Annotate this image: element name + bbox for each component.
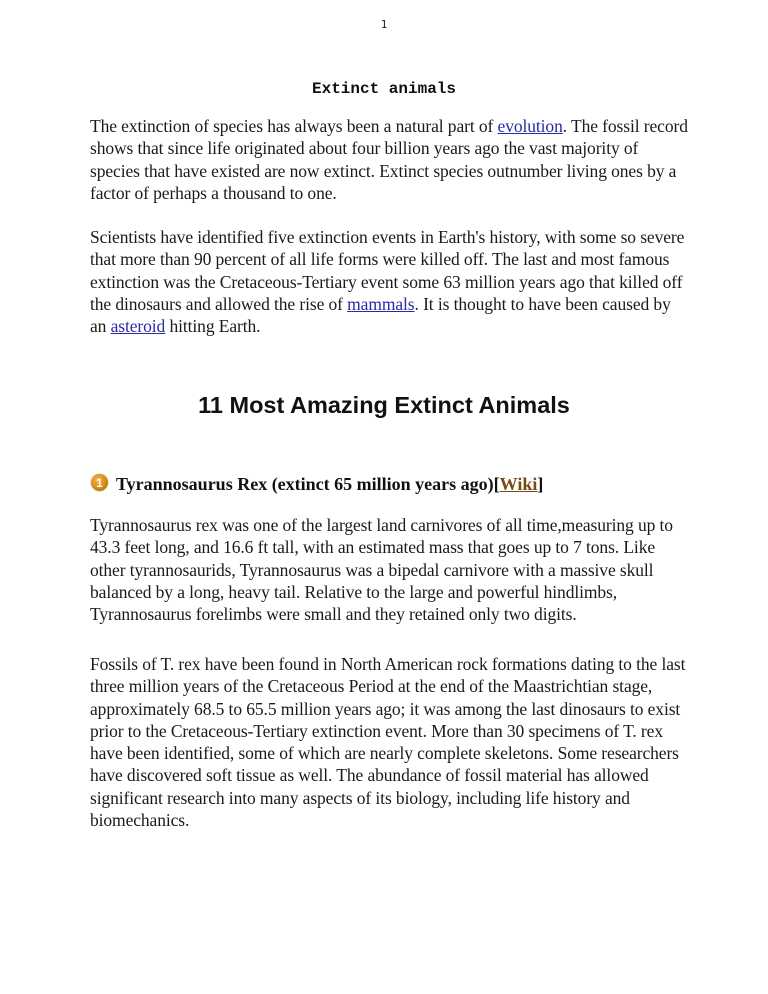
- intro-text: Scientists have identified five extinction events in Earth's history, with some so severe that more than 90 percent of all life forms were killed off. The last and most famous extinction was the Cretaceous-Tertiary event some 63 million years ago that killed off the dinosaurs and allowed the rise of: [90, 227, 685, 314]
- mammals-link[interactable]: mammals: [347, 293, 415, 314]
- entry-title: Tyrannosaurus Rex (extinct 65 million years ago): [116, 474, 494, 494]
- intro-text: The extinction of species has always been a natural part of: [90, 116, 498, 136]
- intro-paragraph-2: [90, 226, 690, 337]
- wiki-link[interactable]: Wiki: [499, 474, 538, 494]
- intro-text: . The fossil record shows that since life originated about four billion years ago the vast majority of species that have existed are now extinct. Extinct species outnumber living ones by a factor of perhaps a thousand to one.: [90, 116, 688, 203]
- section-heading: 11 Most Amazing Extinct Animals: [198, 392, 570, 418]
- evolution-link[interactable]: evolution: [497, 116, 563, 136]
- page-title: Extinct animals: [311, 80, 457, 98]
- intro-text: . It is thought to have been caused by an: [90, 293, 671, 337]
- asteroid-link[interactable]: asteroid: [110, 316, 166, 337]
- intro-paragraph-1: [90, 115, 690, 204]
- entry-paragraph-1: Tyrannosaurus rex was one of the largest land carnivores of all time,measuring up to 43.3 feet long, and 16.6 ft tall, with an estimated mass that goes up to 7 tons. Like other tyrannosaurids, Tyrannosaurus was a bipedal carnivore with a massive skull balanced by a long, heavy tail. Relative to the large and powerful hindlimbs, Tyrannosaurus forelimbs were small and they retained only two digits.: [90, 515, 673, 625]
- numbered-circle-icon: 1: [91, 474, 108, 491]
- intro-text: hitting Earth.: [165, 316, 261, 337]
- entry-heading: [91, 474, 543, 495]
- bracket-close: ]: [537, 474, 544, 494]
- bracket-open: [: [493, 474, 500, 494]
- entry-paragraph-2: Fossils of T. rex have been found in North American rock formations dating to the last three million years of the Cretaceous Period at the end of the Maastrichtian stage, approximately 68.5 to 65.5 million years ago; it was among the last dinosaurs to exist prior to the Cretaceous-Tertiary extinction event. More than 30 specimens of T. rex have been identified, some of which are nearly complete skeletons. Some researchers have discovered soft tissue as well. The abundance of fossil material has allowed significant research into many aspects of its biology, including life history and biomechanics.: [90, 654, 686, 831]
- page-number: 1: [380, 18, 388, 31]
